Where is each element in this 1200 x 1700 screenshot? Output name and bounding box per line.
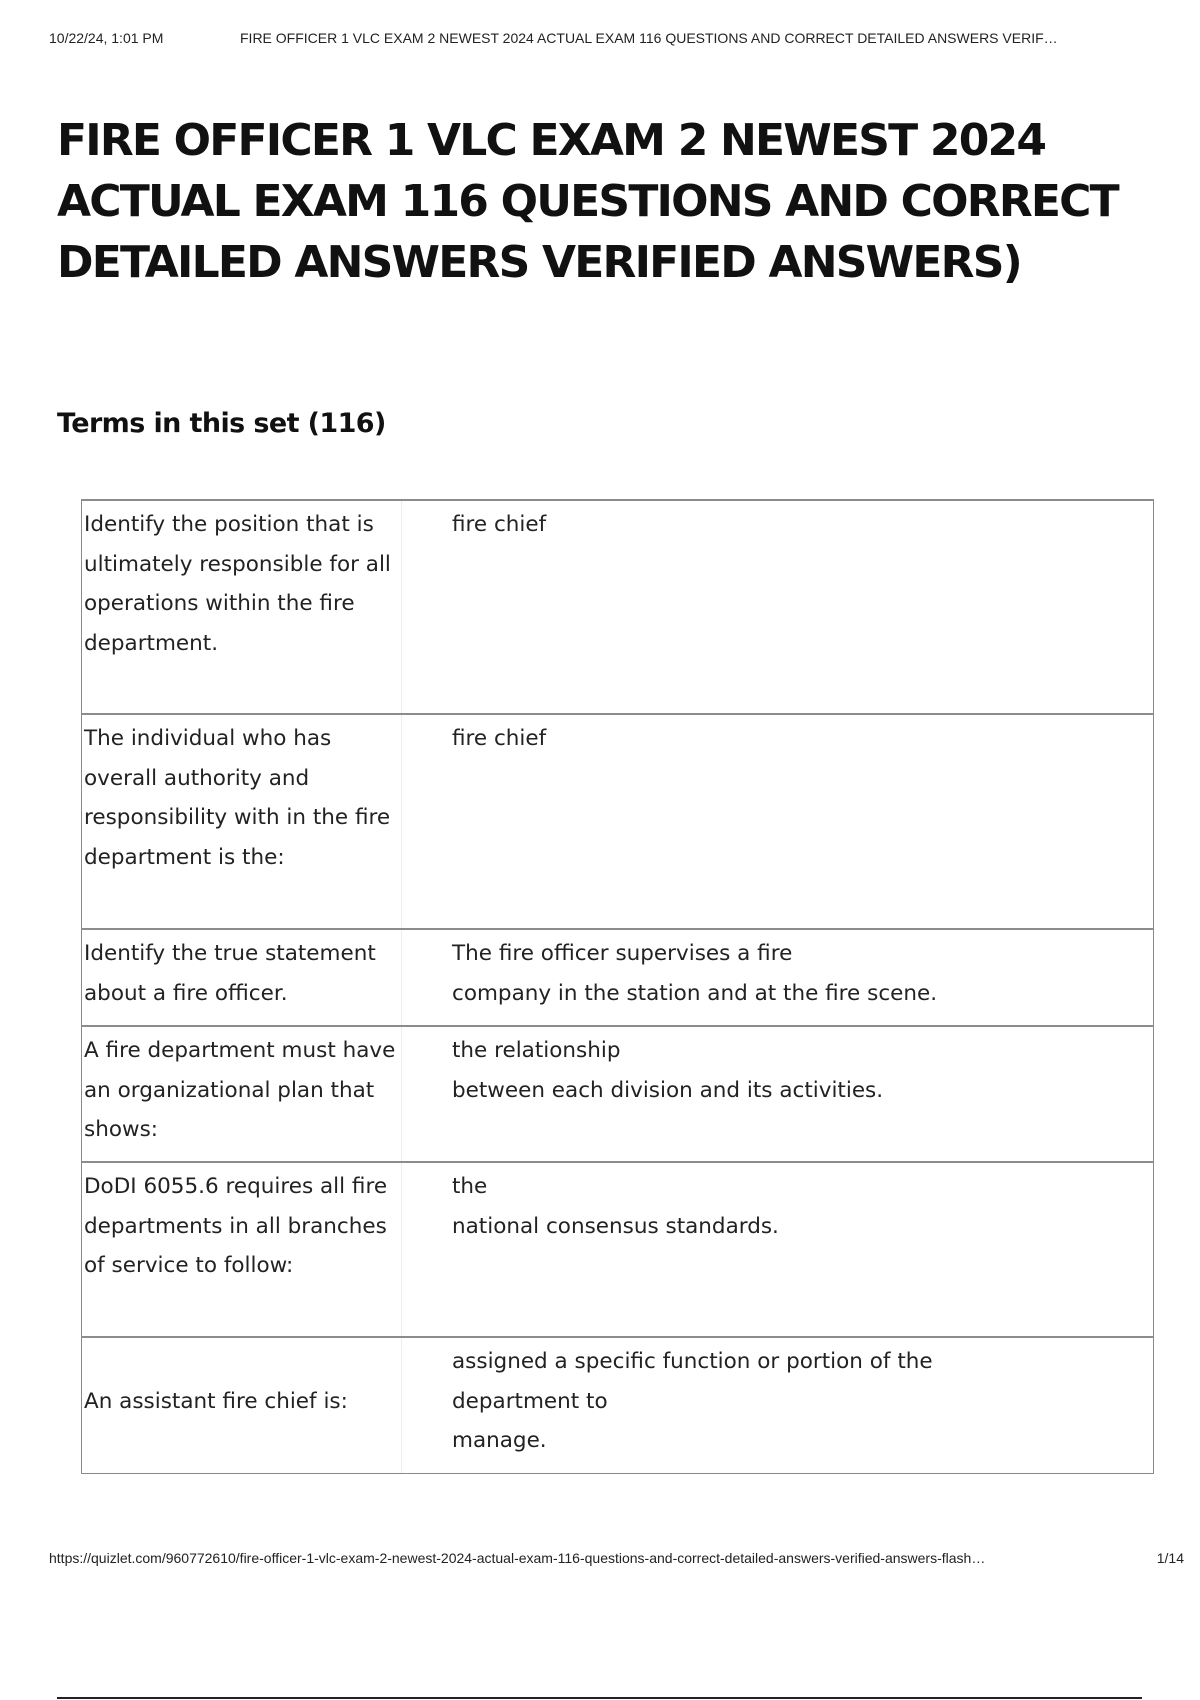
print-footer — [49, 1550, 1184, 1570]
definition-line: manage. — [452, 1428, 547, 1453]
definition-line: the — [452, 1174, 488, 1199]
term-text: Identify the true statement about a fire officer. — [82, 930, 402, 1025]
definition-line: department to — [452, 1388, 608, 1414]
print-datetime: 10/22/24, 1:01 PM — [49, 30, 164, 46]
term-row — [82, 928, 1153, 1025]
terms-table — [81, 499, 1154, 1474]
page-title: FIRE OFFICER 1 VLC EXAM 2 NEWEST 2024 ACTUAL EXAM 116 QUESTIONS AND CORRECT DETAILED ANSWERS VERIFIED ANSWERS) — [57, 115, 1118, 288]
term-row — [82, 499, 1153, 713]
page-number: 1/14 — [1156, 1550, 1184, 1566]
definition-cell — [402, 1027, 1153, 1161]
term-text: A fire department must have an organizational plan that shows: — [82, 1027, 402, 1161]
definition-cell — [402, 1338, 1153, 1473]
definition-cell — [402, 501, 1153, 713]
terms-heading: Terms in this set (116) — [57, 408, 386, 439]
term-text: An assistant fire chief is: — [82, 1338, 402, 1473]
print-doc-title: FIRE OFFICER 1 VLC EXAM 2 NEWEST 2024 ACTUAL EXAM 116 QUESTIONS AND CORRECT DETAILED ANSWERS VERIF… — [240, 30, 1058, 46]
definition-line: national consensus standards. — [452, 1213, 779, 1239]
definition-line: assigned a specific function or portion of the — [452, 1349, 933, 1374]
definition-line: fire chief — [452, 726, 547, 751]
definition-line: The fire officer supervises a fire — [452, 941, 793, 966]
term-row — [82, 713, 1153, 928]
term-text: The individual who has overall authority and responsibility with in the fire department is the: — [82, 715, 402, 928]
term-row — [82, 1025, 1153, 1161]
page-url: https://quizlet.com/960772610/fire-officer-1-vlc-exam-2-newest-2024-actual-exam-116-questions-and-correct-detailed-answers-verified-answers-flash… — [49, 1550, 986, 1566]
definition-line: the relationship — [452, 1038, 621, 1063]
definition-cell — [402, 1163, 1153, 1336]
definition-line: between each division and its activities. — [452, 1077, 884, 1103]
definition-cell — [402, 930, 1153, 1025]
term-row — [82, 1336, 1153, 1473]
term-row — [82, 1161, 1153, 1336]
definition-cell — [402, 715, 1153, 928]
print-header — [49, 30, 1180, 50]
page-divider — [57, 1697, 1142, 1699]
term-text: DoDI 6055.6 requires all fire departments in all branches of service to follow: — [82, 1163, 402, 1336]
definition-line: company in the station and at the fire scene. — [452, 980, 938, 1006]
term-text: Identify the position that is ultimately responsible for all operations within the fire department. — [82, 501, 402, 713]
definition-line: fire chief — [452, 512, 547, 537]
